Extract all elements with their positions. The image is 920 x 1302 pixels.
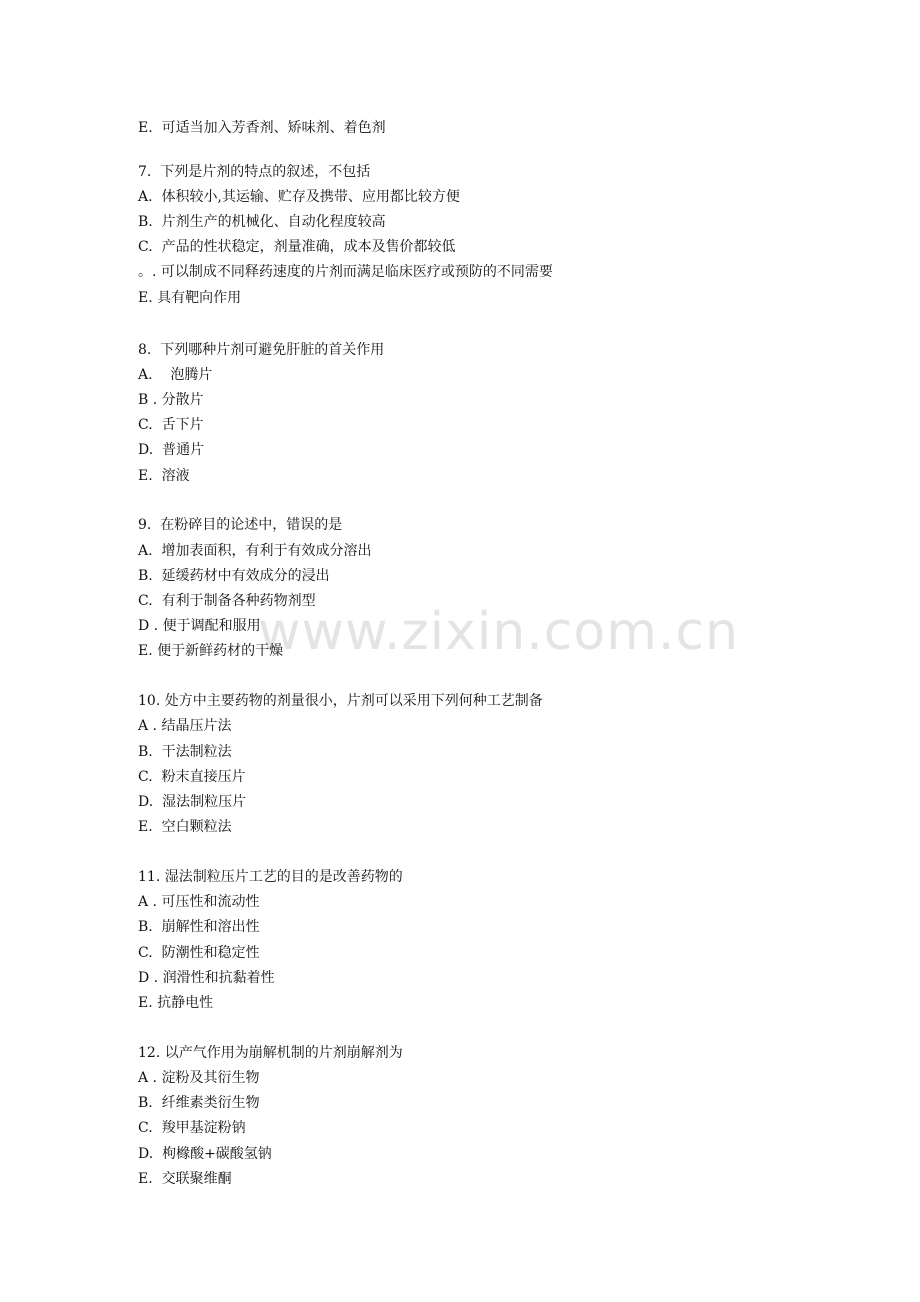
option-line: D. 湿法制粒压片 xyxy=(138,794,247,810)
option-line: C. 有利于制备各种药物剂型 xyxy=(138,593,316,609)
option-line: A. 增加表面积，有利于有效成分溶出 xyxy=(138,543,372,559)
option-line: C. 产品的性状稳定，剂量准确，成本及售价都较低 xyxy=(138,239,456,255)
option-line: D . 便于调配和服用 xyxy=(138,618,261,634)
option-line: A. 泡腾片 xyxy=(138,367,213,383)
option-line: 。. 可以制成不同释药速度的片剂而满足临床医疗或预防的不同需要 xyxy=(138,264,553,280)
option-line: D. 枸橼酸+碳酸氢钠 xyxy=(138,1146,272,1162)
option-line: C. 羧甲基淀粉钠 xyxy=(138,1120,246,1136)
option-line: A . 可压性和流动性 xyxy=(138,894,260,910)
option-line: D . 润滑性和抗黏着性 xyxy=(138,970,275,986)
option-line: E. 便于新鲜药材的干燥 xyxy=(138,643,284,659)
option-line: B. 延缓药材中有效成分的浸出 xyxy=(138,568,330,584)
question-12: 12. 以产气作用为崩解机制的片剂崩解剂为 xyxy=(138,1045,403,1061)
question-8: 8. 下列哪种片剂可避免肝脏的首关作用 xyxy=(138,342,385,358)
question-11: 11. 湿法制粒压片工艺的目的是改善药物的 xyxy=(138,869,403,885)
question-7: 7. 下列是片剂的特点的叙述，不包括 xyxy=(138,164,371,180)
option-line: B. 纤维素类衍生物 xyxy=(138,1095,260,1111)
option-line: B. 崩解性和溶出性 xyxy=(138,919,260,935)
option-line: B. 干法制粒法 xyxy=(138,744,232,760)
watermark: www.zixin.com.cn xyxy=(258,602,739,662)
option-line: E. 抗静电性 xyxy=(138,995,214,1011)
option-line: E. 可适当加入芳香剂、矫味剂、着色剂 xyxy=(138,120,386,136)
option-line: D. 普通片 xyxy=(138,442,205,458)
question-10: 10. 处方中主要药物的剂量很小，片剂可以采用下列何种工艺制备 xyxy=(138,693,543,709)
option-line: B. 片剂生产的机械化、自动化程度较高 xyxy=(138,214,386,230)
option-line: B . 分散片 xyxy=(138,392,204,408)
option-line: E. 溶液 xyxy=(138,468,190,484)
option-line: C. 防潮性和稳定性 xyxy=(138,945,260,961)
option-line: E. 交联聚维酮 xyxy=(138,1171,232,1187)
option-line: E. 空白颗粒法 xyxy=(138,819,232,835)
option-line: E. 具有靶向作用 xyxy=(138,290,242,306)
option-line: A. 体积较小,其运输、贮存及携带、应用都比较方便 xyxy=(138,189,460,205)
option-line: A . 结晶压片法 xyxy=(138,718,232,734)
option-line: C. 舌下片 xyxy=(138,417,204,433)
option-line: A . 淀粉及其衍生物 xyxy=(138,1070,260,1086)
question-9: 9. 在粉碎目的论述中，错误的是 xyxy=(138,517,343,533)
option-line: C. 粉末直接压片 xyxy=(138,769,246,785)
